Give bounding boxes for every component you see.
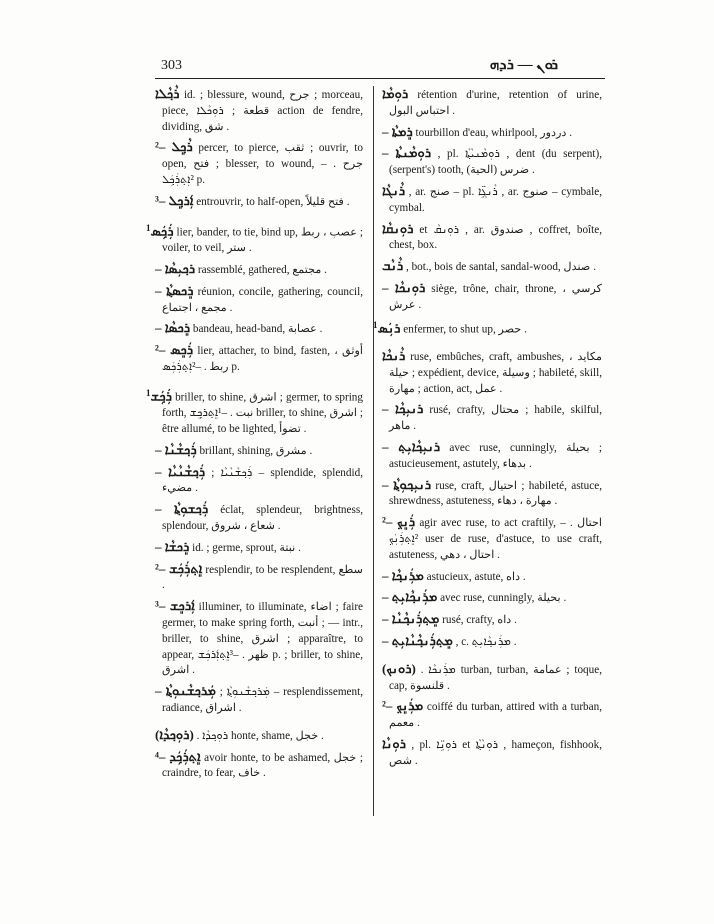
dictionary-entry <box>146 221 364 257</box>
dictionary-entry <box>155 283 363 317</box>
entry-definition: avoir honte, to be ashamed, خجل ; craindre, to fear, خاف . <box>162 751 364 780</box>
entry-definition: id. ; germe, sprout, نبتة . <box>192 541 301 554</box>
dictionary-entry <box>382 258 602 276</box>
entry-definition: et ܪܘܼܢܩܵ , ar. صندوق , coffret, boîte, chest, box. <box>389 223 603 252</box>
dictionary-entry <box>382 401 602 435</box>
entry-lemma: ܪܲܟ݂ܫܘܼܬ݂ܵܐ – <box>155 501 209 517</box>
entry-lemma: ܐܸܬ݂ܪܲܟܲܫ –² <box>155 560 203 576</box>
entry-definition: rusé, crafty, داه . <box>442 614 517 627</box>
dictionary-entry <box>382 514 602 563</box>
entry-definition: bandeau, head-band, عصابة . <box>192 323 323 336</box>
dictionary-entry <box>382 661 602 695</box>
entry-definition: rassemblé, gathered, مجتمع . <box>197 263 327 276</box>
entry-lemma: ܡܪܲܢܟ݂ܵܐ – <box>382 567 424 583</box>
entry-definition: coiffé du turban, attired with a turban, معمم . <box>389 701 602 730</box>
page-number: 303 <box>161 58 182 73</box>
entry-lemma: ܪܵܟ݂ܵܠܐ <box>155 86 180 101</box>
dictionary-entry <box>155 342 363 376</box>
dictionary-entry <box>382 736 602 770</box>
entry-lemma: (ܪܘܢܟ) <box>382 660 416 676</box>
entry-lemma: ܪܘܼܢܩܵܐ <box>382 220 414 236</box>
entry-lemma: (ܪܘܼܟ݂ܕܵܐ) <box>155 726 194 742</box>
dictionary-entry <box>382 86 602 120</box>
dictionary-entry <box>155 320 363 338</box>
dictionary-entry <box>155 501 363 535</box>
header-rule <box>155 78 605 79</box>
entry-lemma: ܪܢܝܼܟ݂ܵܐ – <box>382 401 424 417</box>
dictionary-entry <box>382 477 602 511</box>
entry-lemma: ܪܢܝܼܟ݂ܘܼܬ݂ܵܐ – <box>382 476 432 492</box>
entry-lemma: ܐܸܬ݂ܪܲܟ݂ܲܕ –⁴ <box>155 748 201 764</box>
left-column <box>146 86 364 786</box>
dictionary-entry <box>155 261 363 279</box>
entry-definition: rusé, crafty, محتال ; habile, skilful, ماهر . <box>389 404 603 433</box>
dictionary-entry <box>155 139 363 188</box>
dictionary-entry <box>382 633 602 651</box>
dictionary-entry <box>373 318 602 339</box>
dictionary-entry <box>146 386 363 438</box>
entry-definition: id. ; blessure, wound, جرح ; morceau, piece, قطعة ; ܪܘܼܟܵܠܐ action de fendre, dividing, شق . <box>162 89 364 133</box>
column-divider <box>373 86 374 816</box>
entry-lemma: ܪܸܡܬܵܐ – <box>382 123 413 139</box>
dictionary-entry <box>155 442 363 460</box>
entry-definition: ruse, embûches, craft, ambushes, مكايد ، حيلة ; expédient, device, وسيلة ; habileté, skill, مهارة ; action, act, عمل . <box>389 351 603 395</box>
right-column <box>373 86 603 774</box>
entry-lemma: ܡܪܲܢܟ݂ܵܐܝܼܬ݂ – <box>382 589 438 605</box>
entry-definition: avec ruse, cunningly, بحيلة ; astucieusement, astutely, بدهاء . <box>389 442 603 470</box>
entry-definition: éclat, splendeur, brightness, splendour, شعاع ، شروق . <box>162 504 363 532</box>
entry-definition: , c. ܡܪܲܢܟ݂ܵܐܝܼܬ݂ . <box>455 636 517 649</box>
dictionary-entry <box>155 539 363 557</box>
entry-lemma: ܐܲܪܟ݂ܸܠ –³ <box>155 192 194 208</box>
entry-definition: entrouvrir, to half-open, فتح قليلاً . <box>196 195 350 208</box>
dictionary-entry <box>155 727 363 745</box>
entry-lemma: ܪܘܼܡܵܢܬܵܐ – <box>382 145 432 161</box>
entry-lemma: ܪܸܟܣܵܐ – <box>155 320 191 336</box>
entry-root-mark: 1 <box>146 387 151 398</box>
entry-definition: astucieux, astute, داه . <box>426 570 526 583</box>
dictionary-entry <box>382 698 602 732</box>
dictionary-entry <box>382 589 602 607</box>
entry-lemma: ܪܵܢܟܵܐ <box>382 348 406 364</box>
entry-definition: , ar. صنج – pl. ܪܵܢܓܹ̈ܐ , ar. صنوج – cymbale, cymbal. <box>389 185 602 214</box>
entry-lemma: ܪܵܢܓܵܐ <box>382 182 406 198</box>
entry-lemma: ܪܲܟ݂ܫܵܢܵܝܵܐ – <box>155 463 206 479</box>
entry-lemma: ܪܢܲܣ <box>377 320 401 336</box>
entry-lemma: ܪܸܟܫܵܐ – <box>155 538 190 554</box>
entry-definition: briller, to shine, اشرق ; germer, to spring forth, نبت . –¹ܐܸܬ݂ܪܟ݂ܸܫ briller, to shine, اشرق ; être allumé, to be lighted, تضوأ . <box>162 391 363 436</box>
entry-definition: , pl. ܪܘܼܡܵܢܝܵܬ݂ܵܐ , dent (du serpent), (serpent's) tooth, ضرس (الحية) . <box>389 148 603 177</box>
dictionary-entry <box>382 221 602 255</box>
dictionary-entry <box>155 561 363 595</box>
dictionary-entry <box>155 86 363 135</box>
entry-definition: percer, to pierce, ثقب ; ouvrir, to open, فتح ; blesser, to wound, جرح . –²ܐܼܬ݂ܪܲܟ݂ܲܠ p. <box>162 142 363 186</box>
entry-definition: siège, trône, chair, throne, كرسي ، عرش . <box>389 282 603 311</box>
entry-lemma: ܪܘܼܡܵܐ <box>382 86 409 101</box>
entry-lemma: ܪܲܟ݂ܲܫ <box>150 388 172 404</box>
dictionary-entry <box>155 464 363 498</box>
entry-lemma: ܪܵܟ݂ܸܠ –² <box>155 139 193 155</box>
entry-lemma: ܪܢܝܼܟ݂ܵܐܝܼܬ݂ – <box>382 439 441 455</box>
entry-lemma: ܪܲܟ݂ܲܣ <box>150 223 174 239</box>
entry-definition: resplendir, to be resplendent, سطع . <box>162 563 363 592</box>
entry-definition: réunion, concile, gathering, council, مجمع ، اجتماع . <box>162 285 363 314</box>
entry-lemma: ܐܲܪܟܸܫ –³ <box>155 598 195 614</box>
dictionary-entry <box>382 439 602 473</box>
dictionary-entry <box>382 183 602 217</box>
entry-lemma: ܪܵܢܵܒ <box>382 258 404 274</box>
dictionary-entry <box>155 193 363 211</box>
dictionary-entry <box>382 611 602 629</box>
entry-definition: agir avec ruse, to act craftily, احتال . –²ܐܸܬ݂ܪܲܢܲܟ݂ user de ruse, d'astuce, to use craft, astuteness, احتال ، دهي . <box>389 517 603 561</box>
entry-definition: enfermer, to shut up, حصر . <box>403 323 527 336</box>
entry-definition: ; ܡܲܪܟ݂ܫܵܢܘܼܬ݂ܵܐ – resplendissement, radiance, اشراق . <box>162 686 363 714</box>
entry-definition: , bot., bois de santal, sandal-wood, صندل . <box>405 261 597 274</box>
dictionary-entry <box>382 124 602 142</box>
dictionary-entry <box>382 280 602 314</box>
running-head: ܪܘܢ — ܪܕܗ <box>489 57 558 73</box>
entry-definition: lier, bander, to tie, bind up, عصب ، ربط ; voiler, to veil, ستر . <box>162 226 364 255</box>
dictionary-entry <box>382 348 602 397</box>
entry-lemma: ܪܟ݂ܝܼܣܵܐ – <box>155 260 196 276</box>
dictionary-entry <box>155 749 363 783</box>
entry-lemma: ܪܲܟܸܣ –² <box>155 342 194 358</box>
entry-lemma: ܪܘܼܢܵܐ <box>382 736 406 752</box>
entry-root-mark: 1 <box>146 222 151 233</box>
entry-definition: brillant, shining, مشرق . <box>199 444 313 457</box>
entry-lemma: ܪܘܼܢܟܵܐ – <box>382 279 426 295</box>
entry-lemma: ܡܸܬ݂ܪܲܢܟ݂ܵܢܵܐ – <box>382 611 440 627</box>
entry-definition: . ܡܪܲܢܟܵܐ turban, turban, عمامة ; toque, cap, قلنسوة . <box>389 663 603 692</box>
entry-definition: avec ruse, cunningly, بحيلة . <box>440 592 567 605</box>
entry-lemma: ܪܲܢܸܟ݂ –² <box>382 514 416 530</box>
entry-lemma: ܡܪܲܢܸܟ݂ –² <box>382 698 424 714</box>
entry-lemma: ܪܸܟܣܬ݂ܵܐ – <box>155 282 194 298</box>
dictionary-entry <box>382 145 602 179</box>
entry-lemma: ܪܲܟ݂ܫܵܢܵܐ – <box>155 441 197 457</box>
entry-lemma: ܡܸܬ݂ܪܲܢܟ݂ܵܢܵܐܝܼܬ݂ – <box>382 633 453 649</box>
entry-definition: rétention d'urine, retention of urine, احتباس البول . <box>389 89 603 117</box>
entry-root-mark: 1 <box>373 319 378 330</box>
entry-definition: ; ܪܲܟ݂ܫܵܢܵܝܵܐ – splendide, splendid, مضيء . <box>162 466 363 495</box>
entry-definition: lier, attacher, to bind, fasten, أوثق ، ربط . –²ܐܼܬ݂ܪܲܟܲܣ p. <box>162 345 363 373</box>
dictionary-entry <box>382 568 602 586</box>
entry-definition: ruse, craft, احتيال ; habileté, astuce, shrewdness, astuteness, مهارة ، دهاء . <box>389 479 602 508</box>
dictionary-entry <box>155 683 363 717</box>
entry-definition: tourbillon d'eau, whirlpool, دردور . <box>415 126 573 139</box>
entry-lemma: ܡܲܪܟ݂ܫܵܢܘܼܬ݂ܵܐ – <box>155 683 216 699</box>
dictionary-entry <box>155 598 363 679</box>
entry-definition: , pl. ܪܘܼܢܹ̈ܐ et ܪܘܼܢܵܬ݂ܵܐ , hameçon, fishhook, شص . <box>389 739 602 767</box>
entry-definition: illuminer, to illuminate, اضاء ; faire germer, to make spring forth, أنبت ; — intr., briller, to shine, اشرق ; apparaître, to appear, ظهر . –³ܐܸܬ݂ܐܲܪܟܲܫ p. ; briller, to shine, اشرق . <box>162 601 364 677</box>
entry-definition: . ܪܘܼܟ݂ܕܵܐ honte, shame, خجل . <box>196 729 324 742</box>
